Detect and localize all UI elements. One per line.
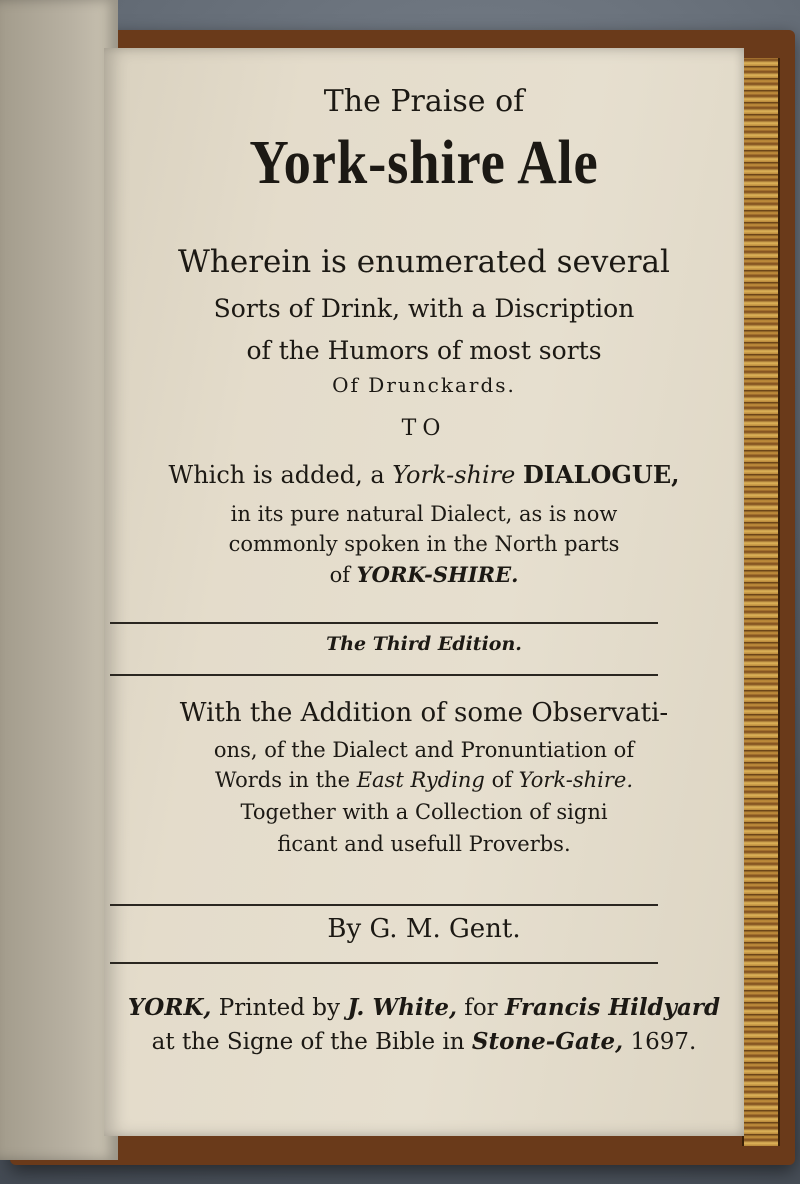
addition-line-5: ficant and usefull Proverbs. bbox=[277, 832, 571, 856]
subtitle-line-1: Wherein is enumerated several bbox=[178, 244, 670, 280]
addition-line-3-italic-2: York-shire. bbox=[518, 768, 634, 792]
imprint-for: for bbox=[457, 995, 505, 1021]
divider-rule bbox=[110, 962, 658, 964]
imprint-line-1 bbox=[104, 994, 744, 1021]
title-page bbox=[104, 48, 744, 1136]
subtitle-line-4: Of Drunckards. bbox=[332, 373, 516, 397]
addition-line-3-mid: of bbox=[484, 768, 519, 792]
added-line-4-start: of bbox=[329, 563, 357, 587]
subtitle-line-3: of the Humors of most sorts bbox=[246, 336, 602, 365]
added-line-1-start: Which is added, a bbox=[168, 461, 393, 489]
author-line: By G. M. Gent. bbox=[327, 914, 521, 944]
added-line-1 bbox=[104, 460, 744, 489]
addition-line-1: With the Addition of some Observati- bbox=[179, 698, 669, 728]
added-line-3: commonly spoken in the North parts bbox=[228, 532, 620, 556]
addition-line-3-start: Words in the bbox=[214, 768, 357, 792]
to-line: TO bbox=[401, 416, 447, 441]
added-line-1-end: DIALOGUE, bbox=[522, 460, 680, 489]
imprint-printed-by: Printed by bbox=[211, 995, 348, 1021]
addition-line-2: ons, of the Dialect and Pronuntiation of bbox=[213, 738, 635, 762]
addition-line-3 bbox=[104, 768, 744, 792]
title-line-1: The Praise of bbox=[323, 84, 525, 119]
edition-line: The Third Edition. bbox=[326, 633, 522, 655]
gilt-page-edge bbox=[742, 58, 780, 1146]
subtitle-line-2: Sorts of Drink, with a Discription bbox=[213, 294, 635, 323]
added-line-4-italic: YORK-SHIRE. bbox=[356, 562, 519, 587]
added-line-4 bbox=[104, 562, 744, 587]
imprint-york: YORK, bbox=[127, 994, 212, 1021]
added-line-1-italic: York-shire bbox=[392, 461, 523, 489]
imprint-year: 1697. bbox=[623, 1029, 697, 1055]
addition-line-3-italic-1: East Ryding bbox=[356, 768, 485, 792]
imprint-printer: J. White, bbox=[347, 994, 457, 1021]
imprint-signe: at the Signe of the Bible in bbox=[151, 1029, 472, 1055]
divider-rule bbox=[110, 622, 658, 624]
addition-line-4: Together with a Collection of signi bbox=[240, 800, 608, 824]
imprint-line-2 bbox=[104, 1028, 744, 1055]
title-line-2: York-shire Ale bbox=[249, 129, 599, 197]
imprint-bookseller: Francis Hildyard bbox=[504, 994, 721, 1021]
imprint-street: Stone-Gate, bbox=[471, 1028, 624, 1055]
divider-rule bbox=[110, 674, 658, 676]
left-endpaper bbox=[0, 0, 118, 1160]
added-line-2: in its pure natural Dialect, as is now bbox=[230, 502, 618, 526]
divider-rule bbox=[110, 904, 658, 906]
